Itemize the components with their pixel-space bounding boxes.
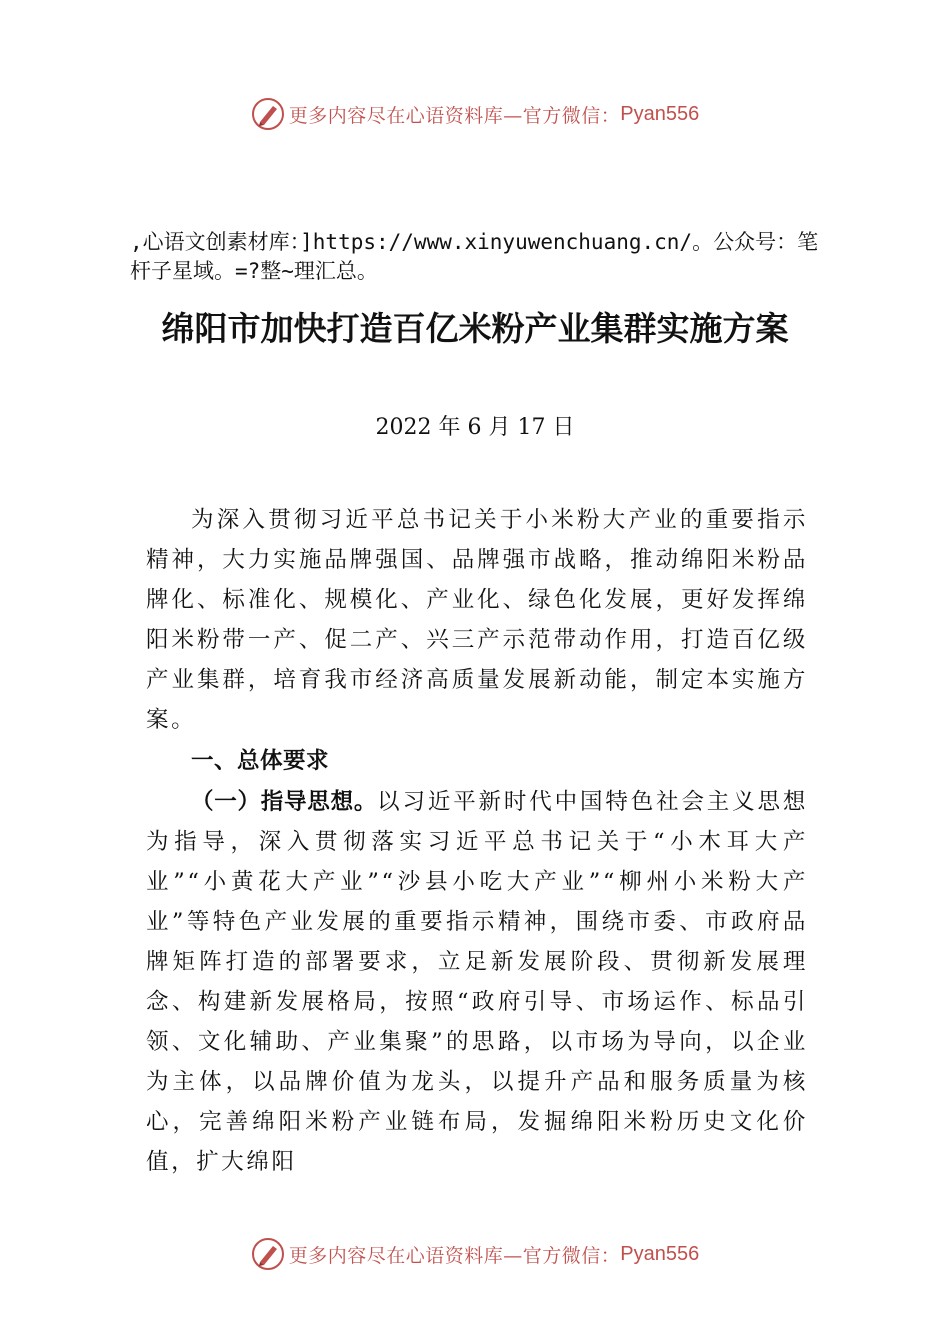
header-banner xyxy=(0,94,950,134)
intro-note: ,心语文创素材库：]https://www.xinyuwenchuang.cn/。公众号：笔杆子星域。=?整~理汇总。 xyxy=(130,230,819,283)
banner-wechat-id: Pyan556 xyxy=(620,102,700,125)
document-date: 2022 年 6 月 17 日 xyxy=(375,415,575,440)
document-body xyxy=(146,500,808,1182)
banner-text: 更多内容尽在心语资料库—官方微信： xyxy=(288,1244,621,1267)
page-title: 绵阳市加快打造百亿米粉产业集群实施方案 xyxy=(161,309,789,348)
paragraph-lead: （一）指导思想。 xyxy=(191,789,378,815)
paragraph-text: 以习近平新时代中国特色社会主义思想为指导，深入贯彻落实习近平总书记关于“小木耳大产业”“小黄花大产业”“沙县小吃大产业”“柳州小米粉大产业”等特色产业发展的重要指示精神，围绕市委、市政府品牌矩阵打造的部署要求，立足新发展阶段、贯彻新发展理念、构建新发展格局，按照“政府引导、市场运作、标品引领、文化辅助、产业集聚”的思路，以市场为导向，以企业为主体，以品牌价值为龙头，以提升产品和服务质量为核心，完善绵阳米粉产业链布局，发掘绵阳米粉历史文化价值，扩大绵阳 xyxy=(146,789,808,1175)
banner-text: 更多内容尽在心语资料库—官方微信： xyxy=(288,104,621,127)
pen-logo-icon xyxy=(251,1237,285,1271)
banner-wechat-id: Pyan556 xyxy=(620,1242,700,1265)
paragraph-intro: 为深入贯彻习近平总书记关于小米粉大产业的重要指示精神，大力实施品牌强国、品牌强市战略，推动绵阳米粉品牌化、标准化、规模化、产业化、绿色化发展，更好发挥绵阳米粉带一产、促二产、兴三产示范带动作用，打造百亿级产业集群，培育我市经济高质量发展新动能，制定本实施方案。 xyxy=(146,507,808,733)
pen-logo-icon xyxy=(251,97,285,131)
footer-banner xyxy=(0,1234,950,1274)
paragraph-guiding-ideology xyxy=(146,782,808,1182)
section-heading: 一、总体要求 xyxy=(191,748,330,774)
